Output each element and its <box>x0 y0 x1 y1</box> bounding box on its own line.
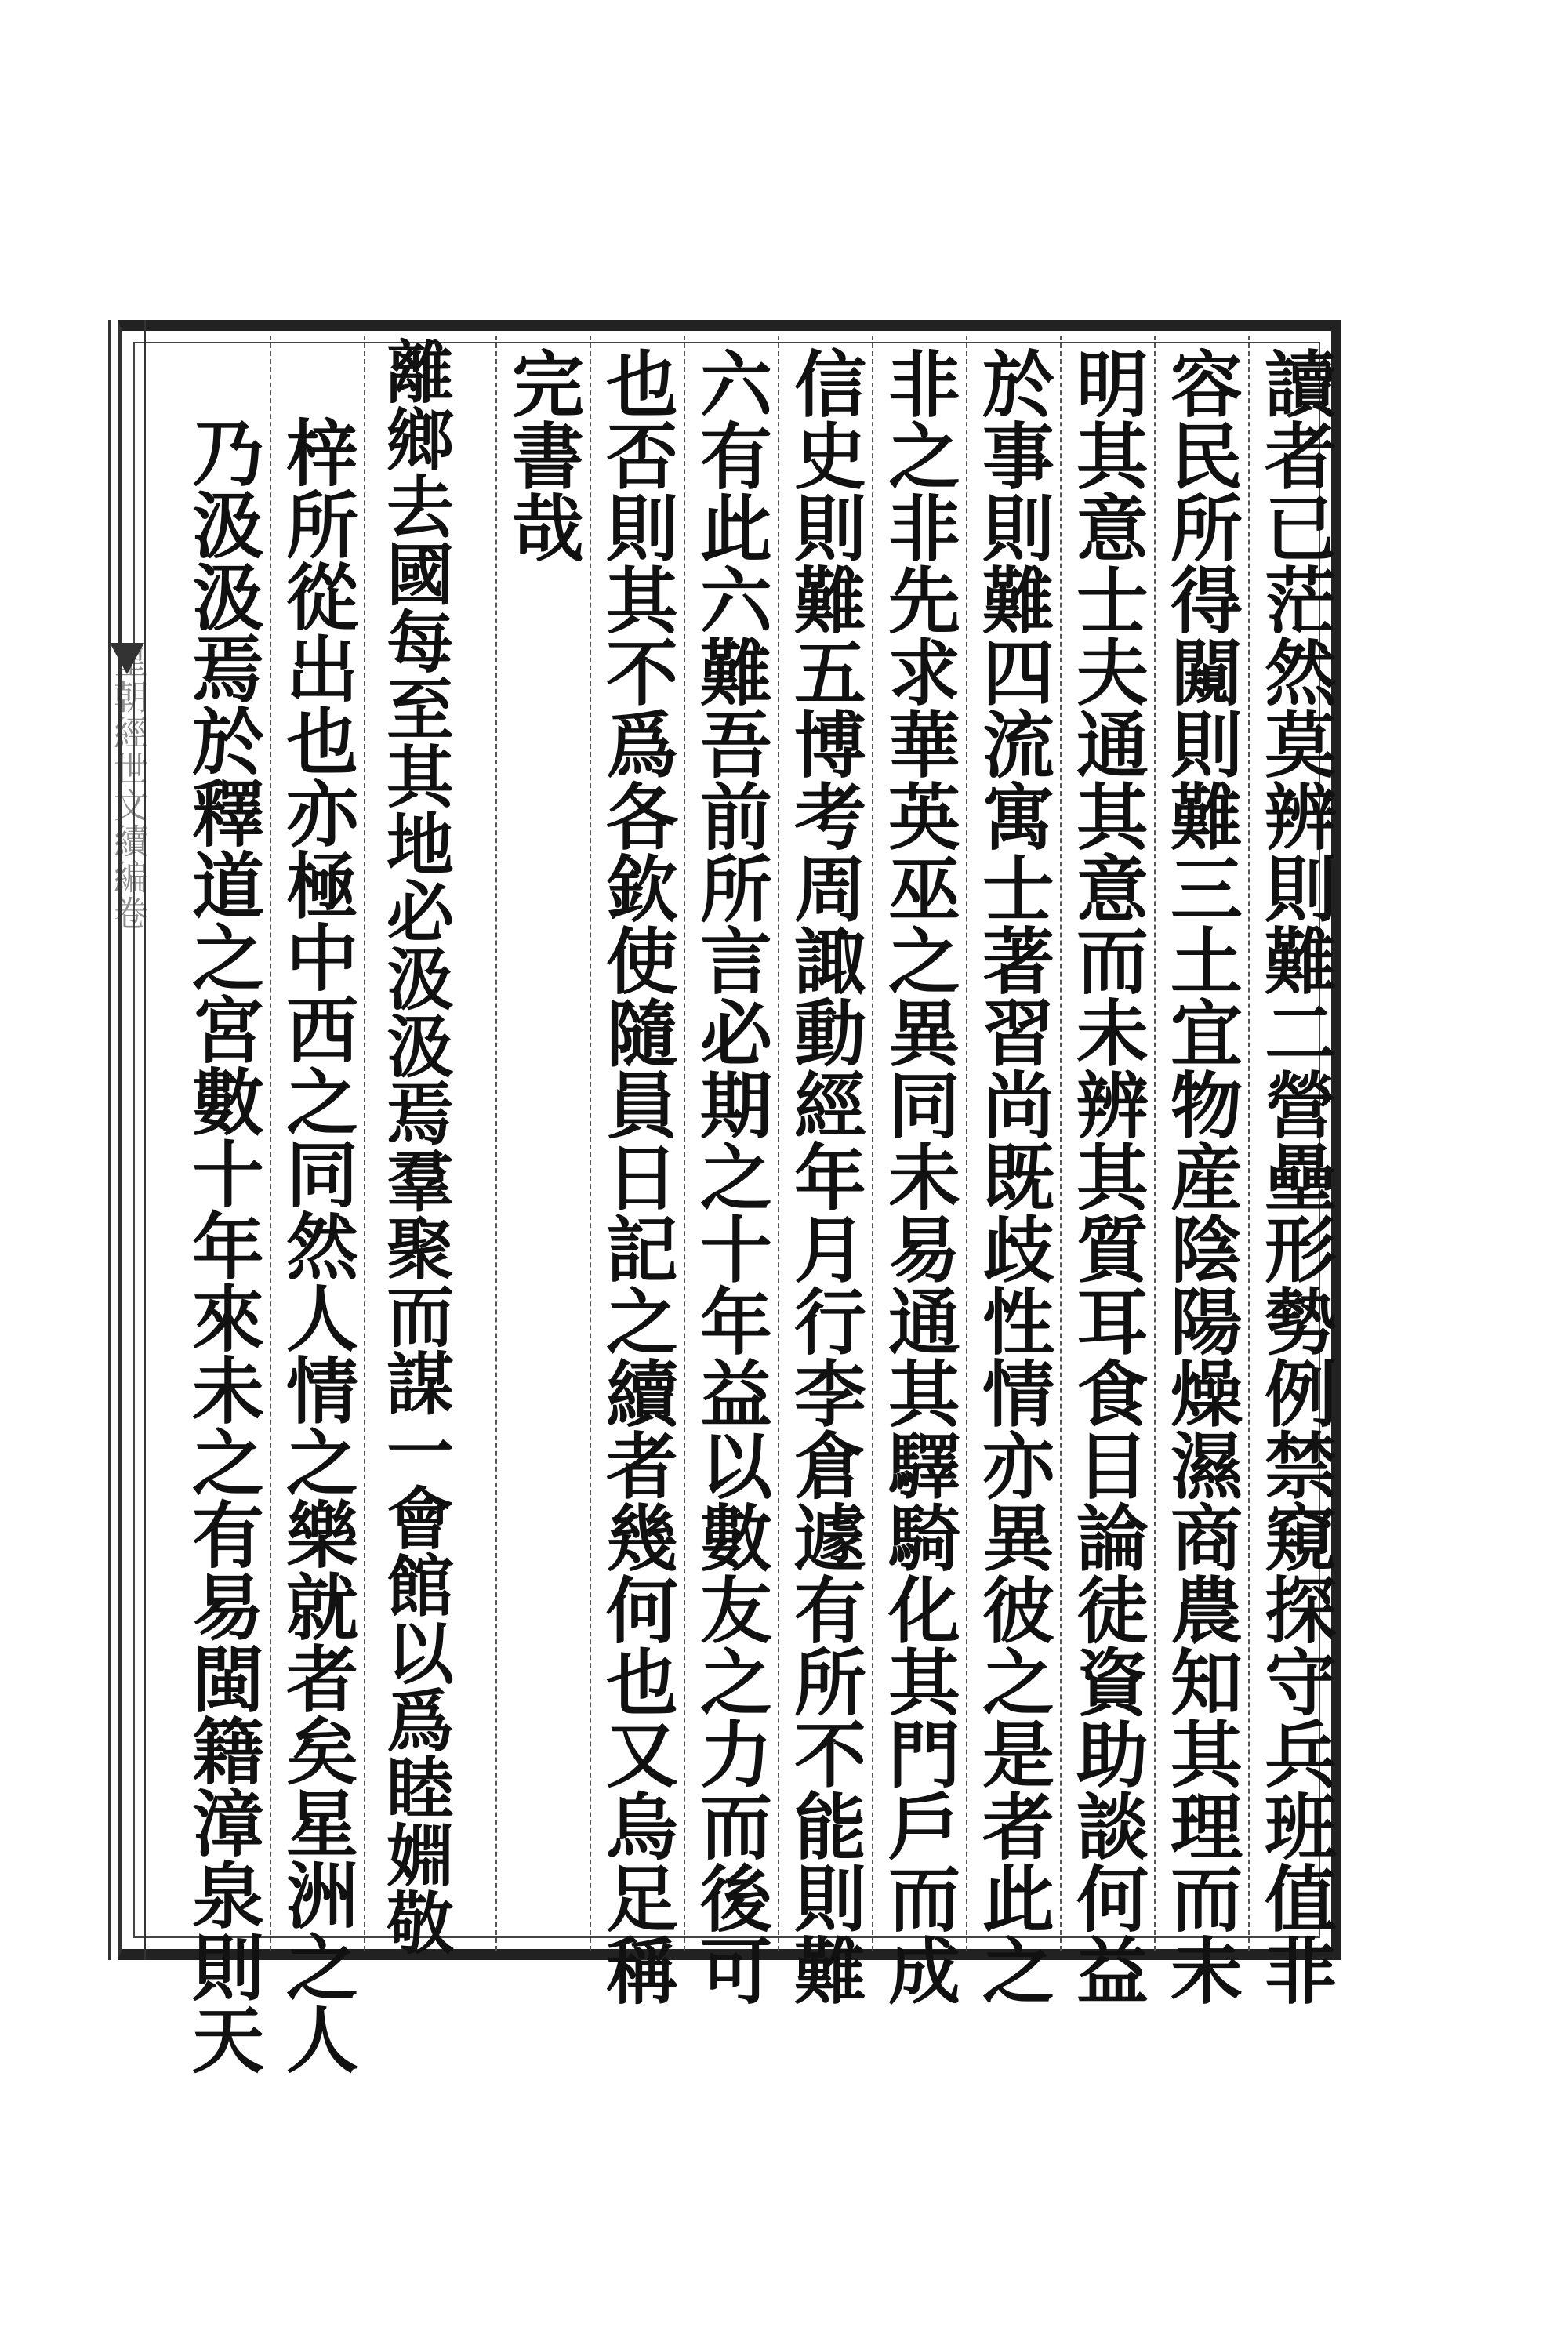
text-column-12: 乃汲汲焉於釋道之宮數十年來未之有易閩籍漳泉則天 <box>180 416 265 2074</box>
column-divider <box>1154 336 1156 1951</box>
column-divider <box>1248 336 1250 1951</box>
text-column-8: 也否則其不爲各欽使隨員日記之續者幾何也又烏足稱 <box>594 347 679 2005</box>
column-divider <box>364 336 365 1951</box>
center-fold-column <box>108 320 146 1960</box>
text-column-6: 信史則難五博考周諏動經年月行李倉遽有所不能則難 <box>782 347 867 2005</box>
center-fold-title: 皇朝經世文續編卷 <box>107 643 147 931</box>
text-column-2: 容民所得闚則難三土宜物産陰陽燥濕商農知其理而未 <box>1159 347 1243 2005</box>
column-divider <box>1060 336 1062 1951</box>
text-column-9: 完書哉 <box>500 347 585 563</box>
column-divider <box>778 336 779 1951</box>
text-column-10: 離鄉去國每至其地必汲汲焉羣聚而謀一會館以爲睦婣敬 <box>375 337 454 1955</box>
text-column-5: 非之非先求華英巫之異同未易通其驛騎化其門戶而成 <box>877 347 961 2005</box>
column-divider <box>590 336 591 1951</box>
text-column-7: 六有此六難吾前所言必期之十年益以數友之力而後可 <box>688 347 773 2005</box>
text-column-4: 於事則難四流寓士著習尚既歧性情亦異彼之是者此之 <box>971 347 1055 2005</box>
text-column-1: 讀者已茫然莫辨則難二營壘形勢例禁窺探守兵班值非 <box>1253 347 1338 2005</box>
column-divider <box>495 336 497 1951</box>
text-column-11: 梓所從出也亦極中西之同然人情之樂就者矣星洲之人 <box>274 416 359 2074</box>
column-divider <box>684 336 685 1951</box>
column-divider <box>966 336 967 1951</box>
column-divider <box>872 336 873 1951</box>
column-divider <box>270 336 271 1951</box>
text-column-3: 明其意士夫通其意而未辨其質耳食目論徒資助談何益 <box>1065 347 1149 2005</box>
